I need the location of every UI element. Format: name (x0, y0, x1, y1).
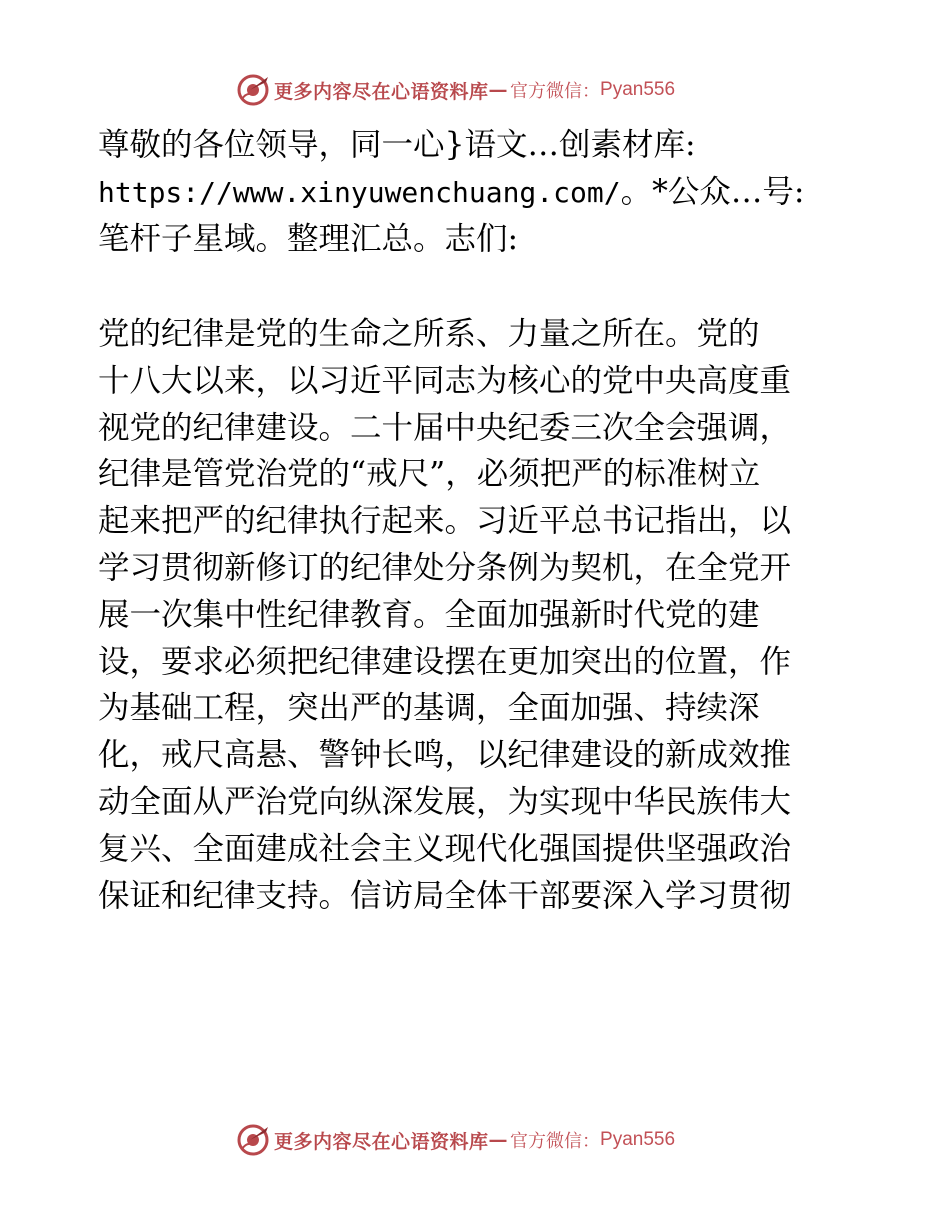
intro-line-1: 尊敬的各位领导，同一心}语文…创素材库: (98, 127, 696, 163)
xinyu-library-logo-icon (236, 73, 270, 107)
header-site-text: 更多内容尽在心语资料库 (274, 80, 489, 103)
footer-banner (236, 1120, 675, 1160)
header-dash: — (488, 79, 509, 101)
header-wechat-id: Pyan556 (600, 79, 676, 100)
body-line: 复兴、全面建成社会主义现代化强国提供坚强政治 (98, 830, 792, 867)
body-line: 保证和纪律支持。信访局全体干部要深入学习贯彻 (98, 877, 792, 914)
intro-url: https://www.xinyuwenchuang.com/ (98, 176, 621, 209)
header-wechat-label: 官方微信： (510, 81, 601, 102)
body-line: 为基础工程，突出严的基调，全面加强、持续深 (98, 690, 760, 727)
body-line: 视党的纪律建设。二十届中央纪委三次全会强调， (98, 409, 792, 446)
intro-line-3: 笔杆子星域。整理汇总。志们: (98, 221, 519, 257)
footer-wechat-id: Pyan556 (600, 1129, 676, 1150)
body-line: 动全面从严治党向纵深发展，为实现中华民族伟大 (98, 783, 792, 820)
body-line: 化，戒尺高悬、警钟长鸣，以纪律建设的新成效推 (98, 737, 792, 774)
body-line: 设，要求必须把纪律建设摆在更加突出的位置，作 (98, 643, 792, 680)
body-line: 十八大以来，以习近平同志为核心的党中央高度重 (98, 362, 792, 399)
intro-line-2 (98, 169, 858, 216)
intro-public-account: 。*公众…号: (620, 174, 805, 210)
intro-paragraph (98, 122, 858, 263)
xinyu-library-logo-icon (236, 1123, 270, 1157)
footer-dash: — (488, 1129, 509, 1151)
body-line: 起来把严的纪律执行起来。习近平总书记指出，以 (98, 503, 792, 540)
body-line: 展一次集中性纪律教育。全面加强新时代党的建 (98, 596, 760, 633)
body-line: 纪律是管党治党的“戒尺”，必须把严的标准树立 (98, 456, 761, 493)
footer-wechat-label: 官方微信： (510, 1131, 601, 1152)
footer-site-text: 更多内容尽在心语资料库 (274, 1130, 489, 1153)
body-line: 党的纪律是党的生命之所系、力量之所在。党的 (98, 316, 760, 352)
body-paragraph (98, 311, 858, 919)
header-banner (236, 70, 675, 110)
body-line: 学习贯彻新修订的纪律处分条例为契机，在全党开 (98, 549, 792, 586)
